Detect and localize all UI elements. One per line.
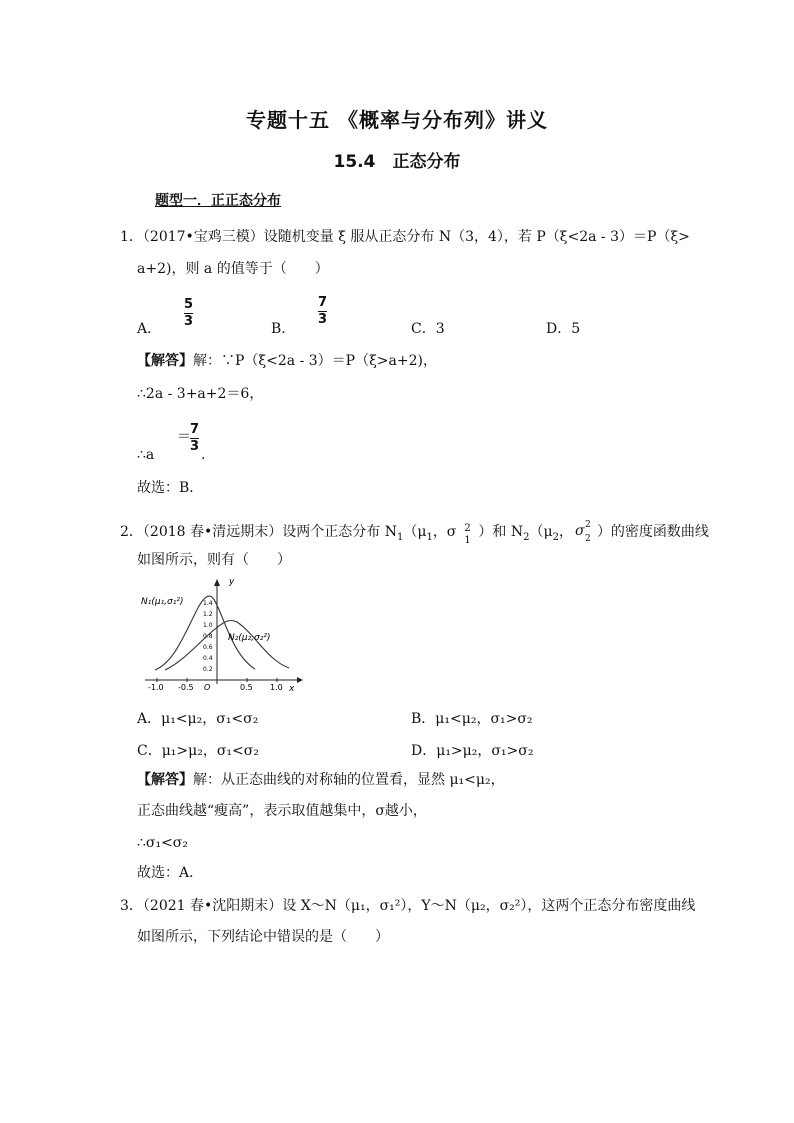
curve-n1-label: N₁(μ₁,σ₁²)	[141, 597, 184, 607]
q2-answer-text1: 解：从正态曲线的对称轴的位置看，显然 μ₁<μ₂，	[193, 772, 505, 788]
q2-option-b: B．μ₁<μ₂，σ₁>σ₂	[411, 711, 533, 727]
q1-answer-denominator: 3	[190, 439, 200, 454]
x-tick-label: -1.0	[148, 683, 164, 692]
q2-stem-line2: 如图所示，则有（ ）	[137, 552, 291, 568]
q1-answer-line3-eq: ＝	[177, 429, 191, 445]
q2-stem-part-b: （μ	[403, 524, 427, 540]
q1-stem-line1: 1．（2017•宝鸡三模）设随机变量 ξ 服从正态分布 N（3，4），若 P（ξ<2a - 3）＝P（ξ>	[120, 229, 690, 245]
q1-option-b	[271, 318, 295, 338]
q2-stem-part-g: ）的密度函数曲线	[596, 524, 709, 540]
y-tick-label: 1.4	[203, 600, 213, 607]
q2-stem-part-f: ，	[558, 524, 573, 540]
y-axis-arrow	[214, 579, 220, 586]
q3-stem-line1: 3．（2021 春•沈阳期末）设 X～N（μ₁，σ₁²），Y～N（μ₂，σ₂²），这两个正态分布密度曲线	[120, 898, 696, 914]
x-tick-label: 0.5	[240, 683, 253, 692]
q1-option-b-label: B．	[271, 321, 296, 337]
q2-stem-part-a: 2．（2018 春•清远期末）设两个正态分布 N	[120, 524, 397, 540]
q1-option-a-fraction	[184, 298, 193, 329]
q2-stem-part-c: ，σ	[432, 524, 457, 540]
answer-tag: 【解答】	[137, 772, 193, 788]
q1-option-d: D．5	[546, 321, 581, 337]
q3-stem-line2: 如图所示，下列结论中错误的是（ ）	[137, 929, 389, 945]
q2-answer-line4: 故选：A．	[137, 865, 204, 881]
q1-answer-line4: 故选：B．	[137, 480, 204, 496]
q2-stem-part-e: （μ	[529, 524, 553, 540]
x-tick-label: 1.0	[270, 683, 283, 692]
y-tick-label: 0.4	[203, 655, 213, 662]
y-tick-label: 0.8	[203, 633, 213, 640]
q2-stem-line1: 2．（2018 春•清远期末）设两个正态分布 $N_1(\mu_1$，σ 2 1 ）和 $N_2(\mu_2$， σ 2 2 ）的密度函数曲线	[120, 520, 709, 546]
y-axis-label: y	[229, 577, 235, 587]
q1-option-a-label: A．	[137, 321, 162, 337]
q2-answer-line2: 正态曲线越“瘦高”，表示取值越集中，σ越小，	[137, 803, 427, 819]
q2-normal-curves-graph	[137, 572, 307, 697]
q1-answer-line1	[137, 352, 437, 370]
q1-answer-text1: 解：∵P（ξ<2a - 3）＝P（ξ>a+2)，	[193, 353, 437, 369]
q2-stem-part-d: ）和 N	[478, 524, 524, 540]
q2-option-c: C．μ₁>μ₂，σ₁<σ₂	[137, 743, 259, 759]
curve-n2-label: N₂(μ₂,σ₂²)	[228, 633, 271, 643]
q1-option-a-denominator: 3	[184, 314, 194, 329]
page-title: 专题十五 《概率与分布列》讲义	[246, 108, 548, 132]
q1-option-a-numerator: 5	[184, 297, 194, 312]
y-tick-label: 1.2	[203, 611, 213, 618]
q1-option-c: C．3	[411, 321, 445, 337]
q1-option-b-numerator: 7	[318, 295, 328, 310]
q1-answer-fraction	[190, 423, 199, 454]
x-axis-label: x	[289, 684, 295, 694]
q2-answer-line3: ∴σ₁<σ₂	[137, 835, 188, 851]
page-subtitle: 15.4 正态分布	[333, 152, 461, 172]
q1-option-b-fraction	[318, 296, 327, 327]
x-axis-arrow	[297, 677, 303, 683]
y-tick-label: 0.6	[203, 644, 213, 651]
x-tick-label: -0.5	[178, 683, 194, 692]
q2-option-d: D．μ₁>μ₂，σ₁>σ₂	[411, 743, 534, 759]
q1-answer-line3-prefix: ∴a	[137, 447, 155, 463]
q1-option-a	[137, 318, 161, 338]
origin-label: O	[204, 683, 211, 692]
answer-tag: 【解答】	[137, 353, 193, 369]
y-tick-label: 1.0	[203, 622, 213, 629]
y-tick-label: 0.2	[203, 666, 213, 673]
q1-answer-numerator: 7	[190, 422, 200, 437]
q2-option-a: A．μ₁<μ₂，σ₁<σ₂	[137, 711, 259, 727]
q1-option-b-denominator: 3	[318, 312, 328, 327]
q1-stem-line2: a+2)，则 a 的值等于（ ）	[137, 261, 329, 277]
q1-answer-line3-post: .	[201, 447, 206, 463]
q1-answer-line2: ∴2a - 3+a+2＝6，	[137, 386, 264, 402]
q2-answer-line1	[137, 771, 505, 789]
section-heading: 题型一．正正态分布	[155, 193, 281, 209]
